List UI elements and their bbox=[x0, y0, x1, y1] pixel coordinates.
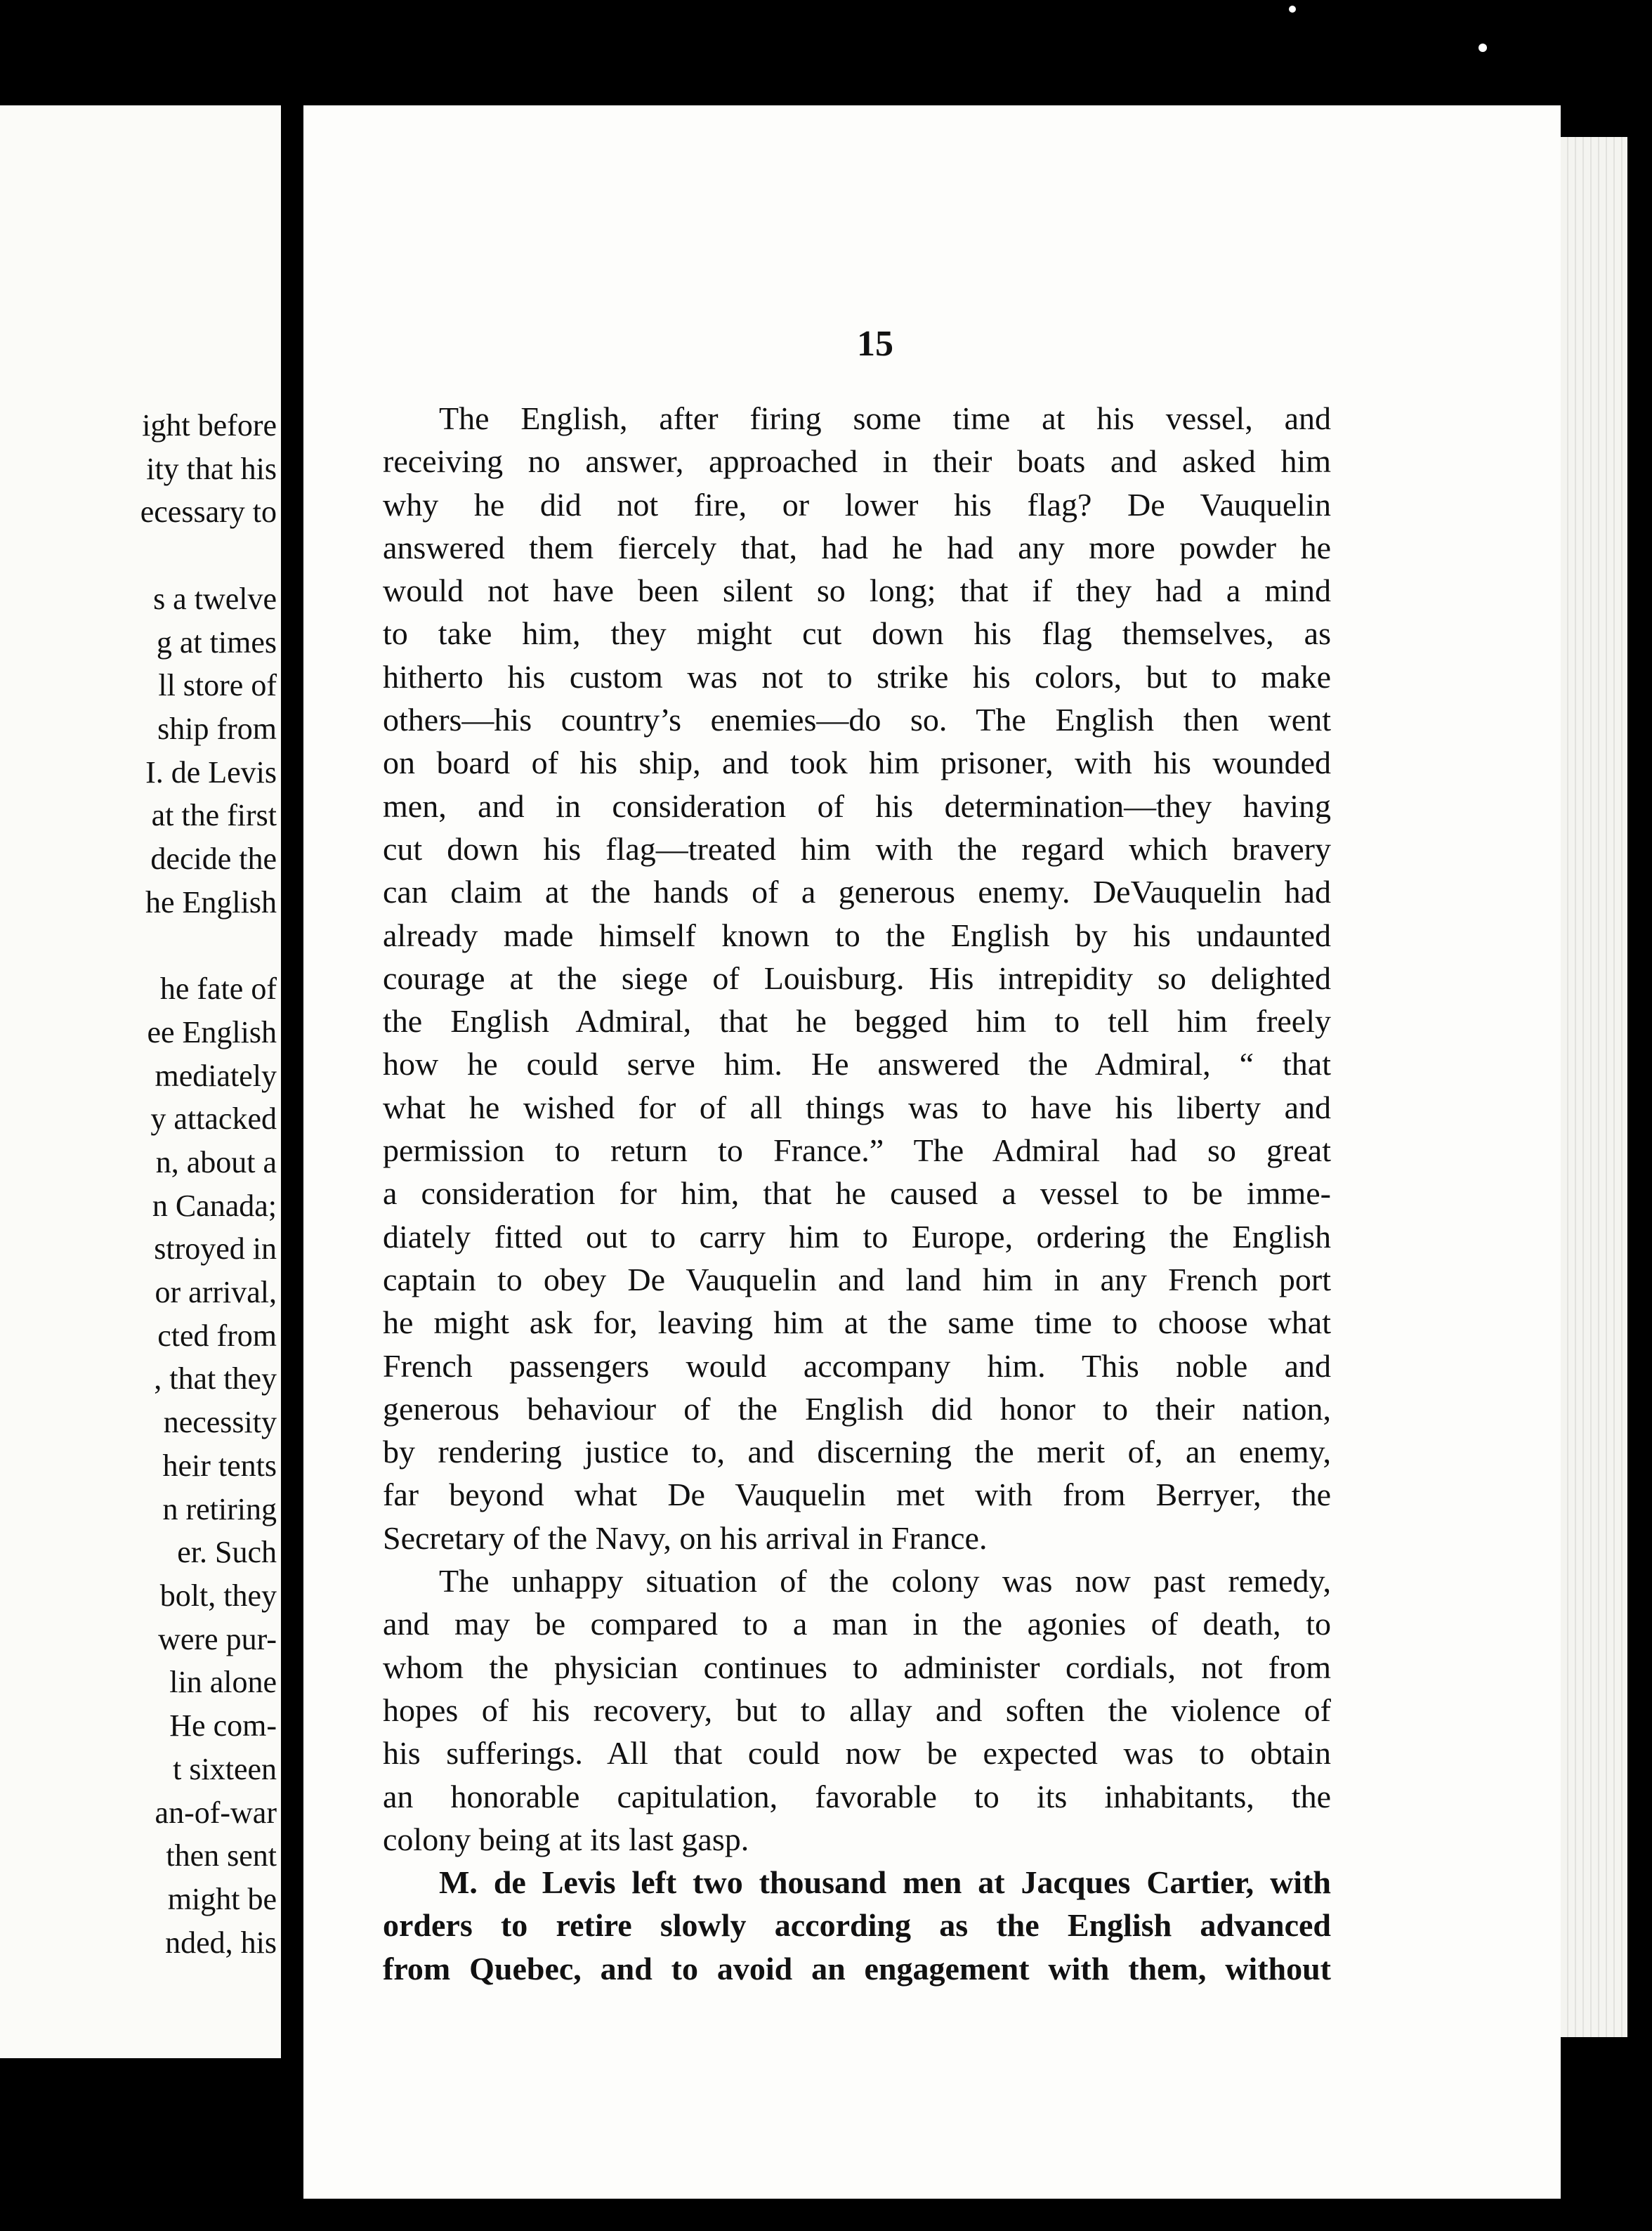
text-line: men, and in consideration of his determination—they having bbox=[383, 787, 1331, 824]
page-number: 15 bbox=[857, 324, 893, 364]
left-page-line: or arrival, bbox=[155, 1275, 277, 1310]
book-gutter bbox=[281, 112, 303, 2150]
left-page-line: n retiring bbox=[162, 1491, 277, 1526]
left-page-line: , that they bbox=[154, 1361, 277, 1396]
left-page-line: t sixteen bbox=[173, 1751, 277, 1786]
left-page-line: then sent bbox=[166, 1838, 277, 1873]
left-page-text bbox=[0, 404, 277, 1964]
scan-speck bbox=[1289, 6, 1296, 13]
left-page-line: necessity bbox=[163, 1405, 277, 1440]
text-line: others—his country’s enemies—do so. The English then went bbox=[383, 702, 1331, 738]
text-line: the English Admiral, that he begged him to tell him freely bbox=[383, 1003, 1331, 1040]
text-line: what he wished for of all things was to have his liberty and bbox=[383, 1089, 1331, 1125]
left-page-line: ight before bbox=[142, 408, 277, 443]
text-line: would not have been silent so long; that if they had a mind bbox=[383, 573, 1331, 609]
text-line: cut down his flag—treated him with the regard which bravery bbox=[383, 830, 1331, 867]
text-line: receiving no answer, approached in their boats and asked him bbox=[383, 443, 1331, 480]
left-page-line: ll store of bbox=[158, 668, 277, 703]
text-line: Secretary of the Navy, on his arrival in France. bbox=[383, 1519, 988, 1556]
text-line: answered them fiercely that, had he had any more powder he bbox=[383, 529, 1331, 565]
text-line: his sufferings. All that could now be expected was to obtain bbox=[383, 1735, 1331, 1772]
left-page-line: heir tents bbox=[162, 1448, 277, 1483]
text-line: and may be compared to a man in the agonies of death, to bbox=[383, 1606, 1331, 1642]
text-line: he might ask for, leaving him at the same time to choose what bbox=[383, 1304, 1331, 1341]
text-line: The English, after firing some time at his vessel, and bbox=[439, 400, 1331, 436]
text-line: an honorable capitulation, favorable to its inhabitants, the bbox=[383, 1778, 1331, 1814]
text-line: a consideration for him, that he caused a vessel to be imme- bbox=[383, 1175, 1331, 1212]
left-facing-page bbox=[0, 105, 281, 2058]
left-page-line: he English bbox=[145, 884, 277, 920]
text-line: on board of his ship, and took him prisoner, with his wounded bbox=[383, 745, 1331, 781]
text-line: why he did not fire, or lower his flag? De Vauquelin bbox=[383, 486, 1331, 523]
left-page-line: n, about a bbox=[155, 1144, 277, 1179]
text-line: colony being at its last gasp. bbox=[383, 1821, 749, 1857]
left-page-line bbox=[0, 924, 277, 967]
text-line: far beyond what De Vauquelin met with from Berryer, the bbox=[383, 1477, 1331, 1513]
text-line: hopes of his recovery, but to allay and soften the violence of bbox=[383, 1692, 1331, 1728]
scan-speck bbox=[1479, 44, 1487, 52]
left-page-line: at the first bbox=[151, 798, 277, 833]
text-line: French passengers would accompany him. This noble and bbox=[383, 1347, 1331, 1384]
left-page-line: ecessary to bbox=[140, 495, 277, 530]
left-page-line: lin alone bbox=[169, 1665, 277, 1700]
text-line: already made himself known to the English by his undaunted bbox=[383, 917, 1331, 953]
left-page-line: ship from bbox=[157, 711, 277, 746]
left-page-line: s a twelve bbox=[153, 581, 277, 616]
text-line: orders to retire slowly according as the English advanced bbox=[383, 1907, 1331, 1944]
left-page-line: might be bbox=[167, 1881, 277, 1916]
left-page-line: ee English bbox=[147, 1014, 277, 1049]
left-page-line: He com- bbox=[169, 1708, 277, 1743]
text-line: to take him, they might cut down his flag themselves, as bbox=[383, 615, 1331, 652]
text-line: generous behaviour of the English did honor to their nation, bbox=[383, 1390, 1331, 1427]
body-text bbox=[383, 397, 1331, 1990]
text-line: whom the physician continues to administer cordials, not from bbox=[383, 1649, 1331, 1685]
left-page-line: cted from bbox=[157, 1318, 277, 1353]
text-line: courage at the siege of Louisburg. His intrepidity so delighted bbox=[383, 960, 1331, 996]
page-edges bbox=[1561, 137, 1627, 2037]
left-page-line: er. Such bbox=[177, 1535, 277, 1570]
left-page-line: he fate of bbox=[159, 971, 277, 1007]
left-page-line: mediately bbox=[155, 1058, 277, 1093]
text-line: captain to obey De Vauquelin and land him in any French port bbox=[383, 1261, 1331, 1297]
text-line: from Quebec, and to avoid an engagement with them, without bbox=[383, 1950, 1331, 1987]
left-page-line: y attacked bbox=[150, 1101, 277, 1137]
left-page-line: an-of-war bbox=[155, 1795, 277, 1830]
text-line: how he could serve him. He answered the Admiral, “ that bbox=[383, 1046, 1331, 1082]
left-page-line: bolt, they bbox=[159, 1578, 277, 1613]
left-page-line: n Canada; bbox=[152, 1188, 277, 1223]
left-page-line: stroyed in bbox=[154, 1231, 277, 1267]
text-line: diately fitted out to carry him to Europe, ordering the English bbox=[383, 1218, 1331, 1255]
left-page-line: were pur- bbox=[158, 1621, 277, 1656]
text-line: M. de Levis left two thousand men at Jacques Cartier, with bbox=[439, 1864, 1331, 1901]
text-line: permission to return to France.” The Admiral had so great bbox=[383, 1132, 1331, 1169]
text-line: The unhappy situation of the colony was now past remedy, bbox=[439, 1563, 1331, 1599]
left-page-line: decide the bbox=[150, 842, 277, 877]
left-page-line: I. de Levis bbox=[145, 754, 277, 790]
left-page-line bbox=[0, 534, 277, 577]
left-page-line: nded, his bbox=[165, 1925, 277, 1960]
text-line: can claim at the hands of a generous enemy. DeVauquelin had bbox=[383, 874, 1331, 910]
left-page-line: ity that his bbox=[146, 451, 277, 486]
text-line: by rendering justice to, and discerning the merit of, an enemy, bbox=[383, 1434, 1331, 1470]
text-line: hitherto his custom was not to strike his colors, but to make bbox=[383, 658, 1331, 695]
left-page-line: g at times bbox=[156, 624, 277, 660]
